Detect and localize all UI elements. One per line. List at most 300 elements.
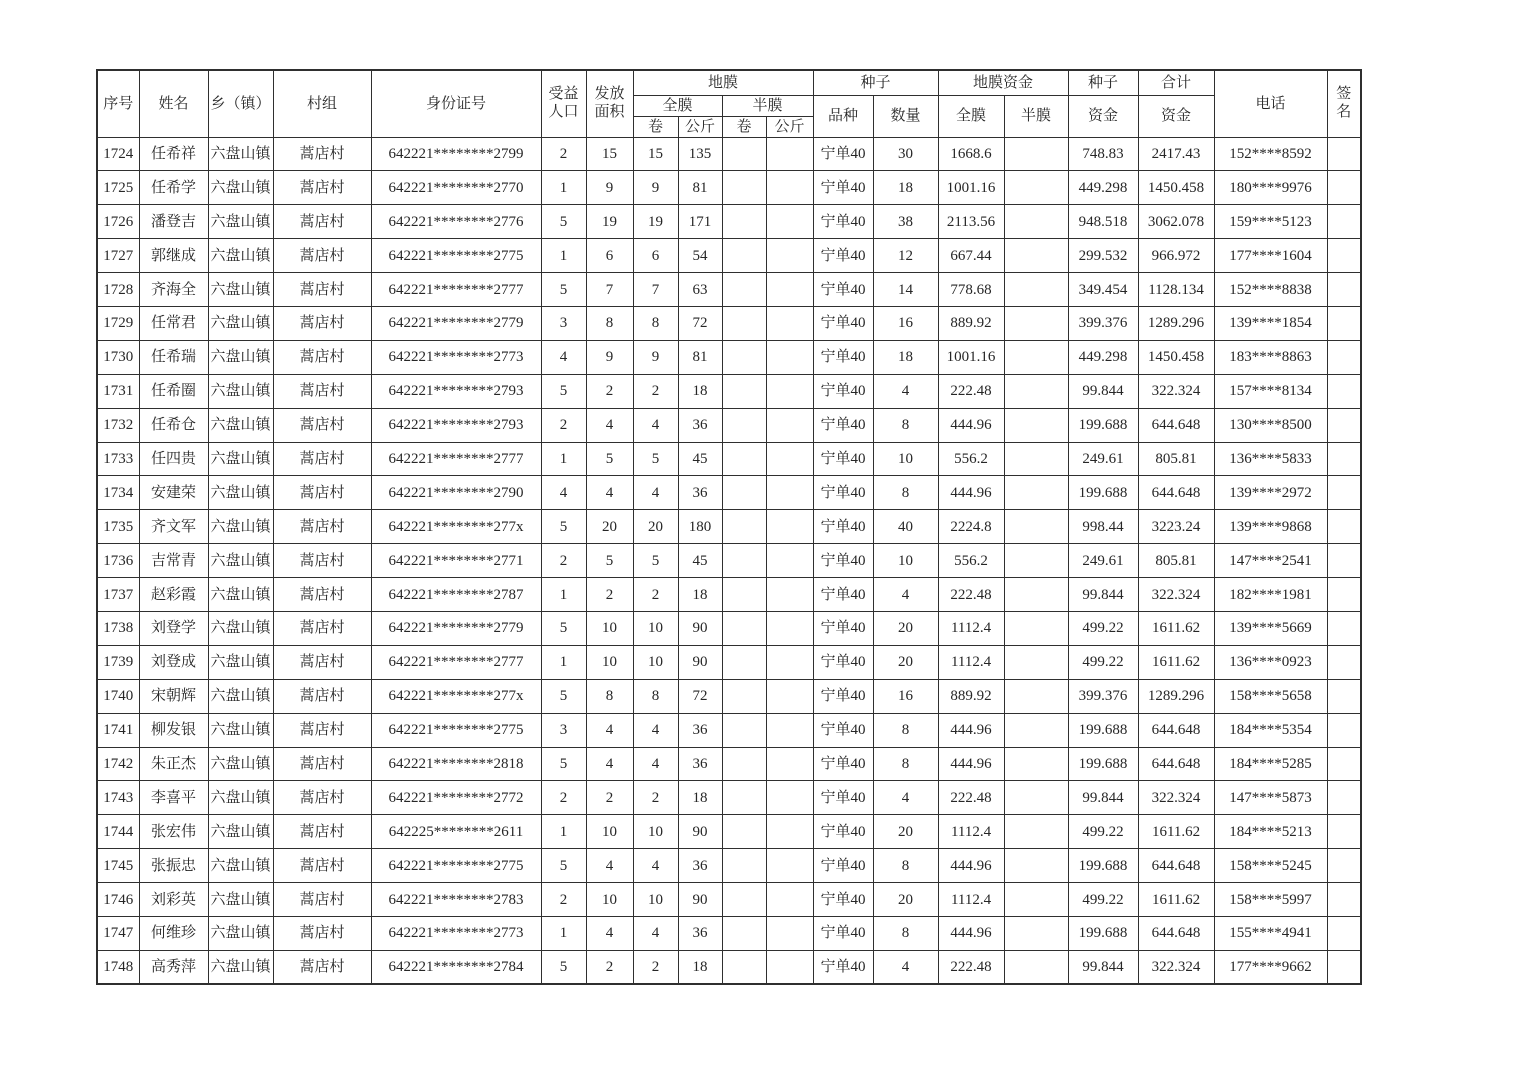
cell-full-film-kg: 18 (678, 781, 722, 815)
table-row (97, 645, 1361, 679)
cell-full-film-kg: 45 (678, 442, 722, 476)
col-header-id-number: 身份证号 (371, 70, 541, 137)
col-header-fund-full-film: 全膜 (938, 95, 1004, 137)
cell-full-film-rolls: 2 (633, 374, 678, 408)
cell-full-film-kg: 36 (678, 747, 722, 781)
cell-beneficiary-population: 3 (541, 306, 586, 340)
table-header (97, 70, 1361, 137)
cell-seed-quantity: 4 (873, 950, 938, 984)
cell-phone: 158****5658 (1214, 679, 1327, 713)
cell-seed-fund: 449.298 (1068, 340, 1138, 374)
cell-half-film-rolls (722, 273, 766, 307)
cell-seed-quantity: 4 (873, 374, 938, 408)
cell-seed-variety: 宁单40 (813, 611, 873, 645)
cell-phone: 139****1854 (1214, 306, 1327, 340)
cell-seed-variety: 宁单40 (813, 442, 873, 476)
cell-full-film-kg: 36 (678, 849, 722, 883)
cell-half-film-fund (1004, 408, 1068, 442)
cell-village: 蒿店村 (273, 340, 371, 374)
cell-distribution-area: 2 (586, 950, 633, 984)
cell-name: 何维珍 (139, 916, 208, 950)
cell-name: 吉常青 (139, 544, 208, 578)
cell-half-film-rolls (722, 747, 766, 781)
cell-full-film-fund: 556.2 (938, 544, 1004, 578)
col-header-township: 乡（镇） (208, 70, 273, 137)
cell-full-film-rolls: 4 (633, 408, 678, 442)
cell-id-number: 642221********277x (371, 510, 541, 544)
cell-seed-fund: 99.844 (1068, 374, 1138, 408)
table-row (97, 408, 1361, 442)
table-body (97, 137, 1361, 984)
cell-name: 任希学 (139, 171, 208, 205)
cell-serial: 1731 (97, 374, 139, 408)
cell-half-film-kg (766, 476, 813, 510)
cell-total-fund: 644.648 (1138, 916, 1214, 950)
cell-full-film-fund: 1112.4 (938, 611, 1004, 645)
cell-half-film-kg (766, 171, 813, 205)
cell-id-number: 642221********2775 (371, 849, 541, 883)
cell-id-number: 642221********2775 (371, 239, 541, 273)
cell-signature (1327, 950, 1361, 984)
cell-distribution-area: 10 (586, 611, 633, 645)
cell-beneficiary-population: 2 (541, 883, 586, 917)
cell-full-film-fund: 222.48 (938, 781, 1004, 815)
cell-village: 蒿店村 (273, 849, 371, 883)
cell-phone: 184****5213 (1214, 815, 1327, 849)
cell-full-film-rolls: 10 (633, 883, 678, 917)
cell-distribution-area: 8 (586, 306, 633, 340)
cell-name: 张宏伟 (139, 815, 208, 849)
col-header-seed-fund-top: 种子 (1068, 70, 1138, 95)
cell-seed-variety: 宁单40 (813, 239, 873, 273)
cell-seed-variety: 宁单40 (813, 137, 873, 171)
cell-seed-fund: 499.22 (1068, 815, 1138, 849)
cell-township: 六盘山镇 (208, 171, 273, 205)
cell-half-film-fund (1004, 645, 1068, 679)
cell-village: 蒿店村 (273, 205, 371, 239)
cell-half-film-kg (766, 239, 813, 273)
cell-phone: 136****5833 (1214, 442, 1327, 476)
cell-seed-fund: 199.688 (1068, 747, 1138, 781)
cell-township: 六盘山镇 (208, 408, 273, 442)
cell-id-number: 642221********2787 (371, 578, 541, 612)
cell-half-film-fund (1004, 679, 1068, 713)
cell-distribution-area: 10 (586, 815, 633, 849)
cell-serial: 1740 (97, 679, 139, 713)
col-header-beneficiary-population (541, 70, 586, 137)
cell-phone: 152****8838 (1214, 273, 1327, 307)
cell-half-film-fund (1004, 747, 1068, 781)
cell-village: 蒿店村 (273, 306, 371, 340)
cell-half-film-rolls (722, 815, 766, 849)
cell-name: 刘彩英 (139, 883, 208, 917)
cell-full-film-kg: 90 (678, 883, 722, 917)
col-header-serial: 序号 (97, 70, 139, 137)
cell-full-film-rolls: 19 (633, 205, 678, 239)
cell-full-film-fund: 222.48 (938, 950, 1004, 984)
cell-seed-quantity: 40 (873, 510, 938, 544)
cell-village: 蒿店村 (273, 239, 371, 273)
cell-seed-fund: 99.844 (1068, 950, 1138, 984)
cell-half-film-fund (1004, 781, 1068, 815)
cell-id-number: 642221********2777 (371, 442, 541, 476)
cell-seed-fund: 199.688 (1068, 849, 1138, 883)
distribution-area-label: 发放面积 (594, 86, 625, 120)
cell-signature (1327, 815, 1361, 849)
cell-full-film-kg: 63 (678, 273, 722, 307)
cell-total-fund: 1611.62 (1138, 883, 1214, 917)
cell-distribution-area: 6 (586, 239, 633, 273)
cell-name: 高秀萍 (139, 950, 208, 984)
col-header-full-film-kg: 公斤 (678, 116, 722, 137)
cell-total-fund: 1128.134 (1138, 273, 1214, 307)
cell-half-film-rolls (722, 883, 766, 917)
cell-half-film-rolls (722, 239, 766, 273)
cell-township: 六盘山镇 (208, 781, 273, 815)
cell-half-film-rolls (722, 306, 766, 340)
cell-serial: 1744 (97, 815, 139, 849)
cell-village: 蒿店村 (273, 883, 371, 917)
cell-beneficiary-population: 5 (541, 849, 586, 883)
cell-half-film-fund (1004, 239, 1068, 273)
cell-half-film-fund (1004, 340, 1068, 374)
cell-half-film-kg (766, 781, 813, 815)
cell-township: 六盘山镇 (208, 883, 273, 917)
table-row (97, 273, 1361, 307)
cell-distribution-area: 10 (586, 883, 633, 917)
cell-seed-fund: 249.61 (1068, 544, 1138, 578)
cell-seed-quantity: 14 (873, 273, 938, 307)
cell-half-film-fund (1004, 205, 1068, 239)
cell-full-film-fund: 2224.8 (938, 510, 1004, 544)
cell-full-film-kg: 81 (678, 171, 722, 205)
cell-beneficiary-population: 4 (541, 476, 586, 510)
cell-half-film-rolls (722, 781, 766, 815)
cell-distribution-area: 4 (586, 916, 633, 950)
cell-full-film-fund: 222.48 (938, 374, 1004, 408)
cell-id-number: 642221********2779 (371, 306, 541, 340)
cell-township: 六盘山镇 (208, 815, 273, 849)
cell-seed-fund: 299.532 (1068, 239, 1138, 273)
cell-name: 任希祥 (139, 137, 208, 171)
cell-half-film-kg (766, 815, 813, 849)
cell-seed-quantity: 18 (873, 171, 938, 205)
cell-signature (1327, 849, 1361, 883)
cell-full-film-kg: 36 (678, 713, 722, 747)
cell-half-film-rolls (722, 645, 766, 679)
cell-phone: 152****8592 (1214, 137, 1327, 171)
cell-seed-quantity: 12 (873, 239, 938, 273)
cell-signature (1327, 442, 1361, 476)
cell-id-number: 642221********2783 (371, 883, 541, 917)
cell-serial: 1743 (97, 781, 139, 815)
cell-phone: 177****9662 (1214, 950, 1327, 984)
cell-township: 六盘山镇 (208, 273, 273, 307)
table-row (97, 713, 1361, 747)
col-group-half-film: 半膜 (722, 95, 813, 116)
cell-total-fund: 1450.458 (1138, 340, 1214, 374)
cell-serial: 1724 (97, 137, 139, 171)
cell-village: 蒿店村 (273, 374, 371, 408)
cell-distribution-area: 20 (586, 510, 633, 544)
table-row (97, 171, 1361, 205)
col-group-plastic-film: 地膜 (633, 70, 813, 95)
col-header-total-fund-bottom: 资金 (1138, 95, 1214, 137)
cell-beneficiary-population: 2 (541, 544, 586, 578)
cell-full-film-fund: 1112.4 (938, 883, 1004, 917)
cell-full-film-fund: 444.96 (938, 747, 1004, 781)
cell-half-film-fund (1004, 849, 1068, 883)
cell-half-film-rolls (722, 137, 766, 171)
cell-name: 安建荣 (139, 476, 208, 510)
cell-id-number: 642221********2793 (371, 374, 541, 408)
cell-total-fund: 644.648 (1138, 747, 1214, 781)
cell-full-film-fund: 1001.16 (938, 171, 1004, 205)
cell-half-film-fund (1004, 171, 1068, 205)
cell-township: 六盘山镇 (208, 340, 273, 374)
cell-half-film-rolls (722, 544, 766, 578)
cell-half-film-fund (1004, 510, 1068, 544)
cell-village: 蒿店村 (273, 273, 371, 307)
cell-total-fund: 2417.43 (1138, 137, 1214, 171)
cell-full-film-rolls: 4 (633, 713, 678, 747)
cell-id-number: 642221********2818 (371, 747, 541, 781)
cell-full-film-rolls: 10 (633, 815, 678, 849)
cell-serial: 1738 (97, 611, 139, 645)
table-row (97, 916, 1361, 950)
cell-half-film-rolls (722, 476, 766, 510)
cell-full-film-fund: 444.96 (938, 713, 1004, 747)
cell-total-fund: 322.324 (1138, 950, 1214, 984)
cell-township: 六盘山镇 (208, 374, 273, 408)
cell-serial: 1734 (97, 476, 139, 510)
cell-serial: 1732 (97, 408, 139, 442)
cell-signature (1327, 747, 1361, 781)
cell-full-film-fund: 1112.4 (938, 645, 1004, 679)
cell-id-number: 642221********2776 (371, 205, 541, 239)
cell-seed-fund: 748.83 (1068, 137, 1138, 171)
cell-full-film-rolls: 4 (633, 849, 678, 883)
cell-village: 蒿店村 (273, 645, 371, 679)
cell-full-film-fund: 2113.56 (938, 205, 1004, 239)
col-header-distribution-area (586, 70, 633, 137)
cell-serial: 1741 (97, 713, 139, 747)
table-row (97, 510, 1361, 544)
cell-signature (1327, 340, 1361, 374)
cell-serial: 1747 (97, 916, 139, 950)
cell-name: 任四贵 (139, 442, 208, 476)
cell-half-film-rolls (722, 611, 766, 645)
col-group-full-film: 全膜 (633, 95, 722, 116)
cell-seed-quantity: 8 (873, 916, 938, 950)
cell-village: 蒿店村 (273, 544, 371, 578)
cell-half-film-fund (1004, 611, 1068, 645)
cell-beneficiary-population: 5 (541, 747, 586, 781)
cell-full-film-fund: 889.92 (938, 679, 1004, 713)
table-row (97, 239, 1361, 273)
cell-phone: 147****2541 (1214, 544, 1327, 578)
cell-seed-quantity: 8 (873, 849, 938, 883)
cell-full-film-kg: 72 (678, 679, 722, 713)
cell-id-number: 642221********2793 (371, 408, 541, 442)
cell-id-number: 642221********2777 (371, 645, 541, 679)
cell-half-film-fund (1004, 137, 1068, 171)
cell-seed-quantity: 4 (873, 781, 938, 815)
cell-serial: 1728 (97, 273, 139, 307)
cell-seed-fund: 948.518 (1068, 205, 1138, 239)
cell-full-film-kg: 18 (678, 578, 722, 612)
cell-seed-quantity: 8 (873, 476, 938, 510)
cell-seed-variety: 宁单40 (813, 510, 873, 544)
cell-signature (1327, 408, 1361, 442)
col-header-seed-variety: 品种 (813, 95, 873, 137)
cell-total-fund: 322.324 (1138, 578, 1214, 612)
cell-seed-fund: 998.44 (1068, 510, 1138, 544)
cell-id-number: 642221********2790 (371, 476, 541, 510)
cell-signature (1327, 306, 1361, 340)
cell-seed-fund: 199.688 (1068, 916, 1138, 950)
cell-name: 张振忠 (139, 849, 208, 883)
cell-total-fund: 1289.296 (1138, 679, 1214, 713)
col-header-signature (1327, 70, 1361, 137)
cell-township: 六盘山镇 (208, 679, 273, 713)
cell-full-film-fund: 444.96 (938, 916, 1004, 950)
cell-full-film-kg: 36 (678, 408, 722, 442)
cell-full-film-rolls: 9 (633, 171, 678, 205)
cell-seed-quantity: 8 (873, 747, 938, 781)
cell-total-fund: 805.81 (1138, 442, 1214, 476)
cell-full-film-rolls: 15 (633, 137, 678, 171)
cell-beneficiary-population: 1 (541, 442, 586, 476)
cell-seed-quantity: 20 (873, 611, 938, 645)
cell-village: 蒿店村 (273, 408, 371, 442)
cell-half-film-rolls (722, 205, 766, 239)
cell-total-fund: 1289.296 (1138, 306, 1214, 340)
cell-beneficiary-population: 5 (541, 679, 586, 713)
cell-half-film-kg (766, 645, 813, 679)
cell-total-fund: 644.648 (1138, 849, 1214, 883)
cell-village: 蒿店村 (273, 713, 371, 747)
cell-name: 齐文军 (139, 510, 208, 544)
cell-id-number: 642225********2611 (371, 815, 541, 849)
cell-seed-variety: 宁单40 (813, 578, 873, 612)
cell-half-film-rolls (722, 713, 766, 747)
cell-full-film-fund: 444.96 (938, 408, 1004, 442)
cell-half-film-rolls (722, 442, 766, 476)
cell-total-fund: 3223.24 (1138, 510, 1214, 544)
cell-signature (1327, 137, 1361, 171)
cell-township: 六盘山镇 (208, 950, 273, 984)
cell-seed-fund: 199.688 (1068, 713, 1138, 747)
cell-half-film-kg (766, 273, 813, 307)
cell-distribution-area: 5 (586, 544, 633, 578)
cell-seed-quantity: 20 (873, 815, 938, 849)
cell-serial: 1729 (97, 306, 139, 340)
cell-full-film-fund: 667.44 (938, 239, 1004, 273)
cell-beneficiary-population: 2 (541, 137, 586, 171)
cell-phone: 136****0923 (1214, 645, 1327, 679)
cell-full-film-kg: 18 (678, 374, 722, 408)
cell-full-film-rolls: 7 (633, 273, 678, 307)
cell-serial: 1742 (97, 747, 139, 781)
cell-signature (1327, 273, 1361, 307)
cell-serial: 1739 (97, 645, 139, 679)
cell-total-fund: 644.648 (1138, 476, 1214, 510)
cell-seed-fund: 99.844 (1068, 578, 1138, 612)
col-header-fund-half-film: 半膜 (1004, 95, 1068, 137)
cell-total-fund: 966.972 (1138, 239, 1214, 273)
cell-phone: 147****5873 (1214, 781, 1327, 815)
cell-village: 蒿店村 (273, 578, 371, 612)
cell-name: 柳发银 (139, 713, 208, 747)
col-header-village: 村组 (273, 70, 371, 137)
cell-total-fund: 1450.458 (1138, 171, 1214, 205)
cell-seed-fund: 499.22 (1068, 645, 1138, 679)
cell-village: 蒿店村 (273, 510, 371, 544)
cell-seed-quantity: 30 (873, 137, 938, 171)
cell-signature (1327, 679, 1361, 713)
table-row (97, 747, 1361, 781)
cell-phone: 183****8863 (1214, 340, 1327, 374)
cell-village: 蒿店村 (273, 747, 371, 781)
cell-seed-variety: 宁单40 (813, 781, 873, 815)
cell-half-film-fund (1004, 442, 1068, 476)
cell-seed-variety: 宁单40 (813, 679, 873, 713)
cell-full-film-fund: 1668.6 (938, 137, 1004, 171)
cell-seed-variety: 宁单40 (813, 408, 873, 442)
cell-half-film-kg (766, 340, 813, 374)
beneficiary-population-label: 受益人口 (548, 86, 579, 120)
cell-serial: 1733 (97, 442, 139, 476)
cell-township: 六盘山镇 (208, 510, 273, 544)
cell-distribution-area: 4 (586, 747, 633, 781)
cell-beneficiary-population: 5 (541, 374, 586, 408)
cell-full-film-rolls: 4 (633, 916, 678, 950)
cell-id-number: 642221********2784 (371, 950, 541, 984)
cell-seed-fund: 199.688 (1068, 408, 1138, 442)
cell-full-film-rolls: 5 (633, 544, 678, 578)
cell-full-film-kg: 90 (678, 645, 722, 679)
cell-half-film-rolls (722, 340, 766, 374)
cell-id-number: 642221********2775 (371, 713, 541, 747)
cell-full-film-rolls: 6 (633, 239, 678, 273)
cell-beneficiary-population: 2 (541, 781, 586, 815)
cell-signature (1327, 239, 1361, 273)
cell-full-film-fund: 556.2 (938, 442, 1004, 476)
cell-seed-variety: 宁单40 (813, 747, 873, 781)
cell-full-film-rolls: 10 (633, 645, 678, 679)
cell-half-film-fund (1004, 476, 1068, 510)
cell-name: 赵彩霞 (139, 578, 208, 612)
cell-half-film-rolls (722, 374, 766, 408)
cell-half-film-kg (766, 849, 813, 883)
cell-full-film-rolls: 2 (633, 578, 678, 612)
cell-full-film-fund: 1001.16 (938, 340, 1004, 374)
cell-seed-fund: 199.688 (1068, 476, 1138, 510)
cell-full-film-rolls: 4 (633, 747, 678, 781)
cell-distribution-area: 10 (586, 645, 633, 679)
cell-township: 六盘山镇 (208, 578, 273, 612)
cell-full-film-kg: 171 (678, 205, 722, 239)
cell-name: 刘登成 (139, 645, 208, 679)
cell-full-film-fund: 444.96 (938, 849, 1004, 883)
cell-beneficiary-population: 5 (541, 611, 586, 645)
cell-full-film-kg: 36 (678, 476, 722, 510)
table-row (97, 781, 1361, 815)
col-header-name: 姓名 (139, 70, 208, 137)
cell-township: 六盘山镇 (208, 442, 273, 476)
cell-seed-variety: 宁单40 (813, 849, 873, 883)
